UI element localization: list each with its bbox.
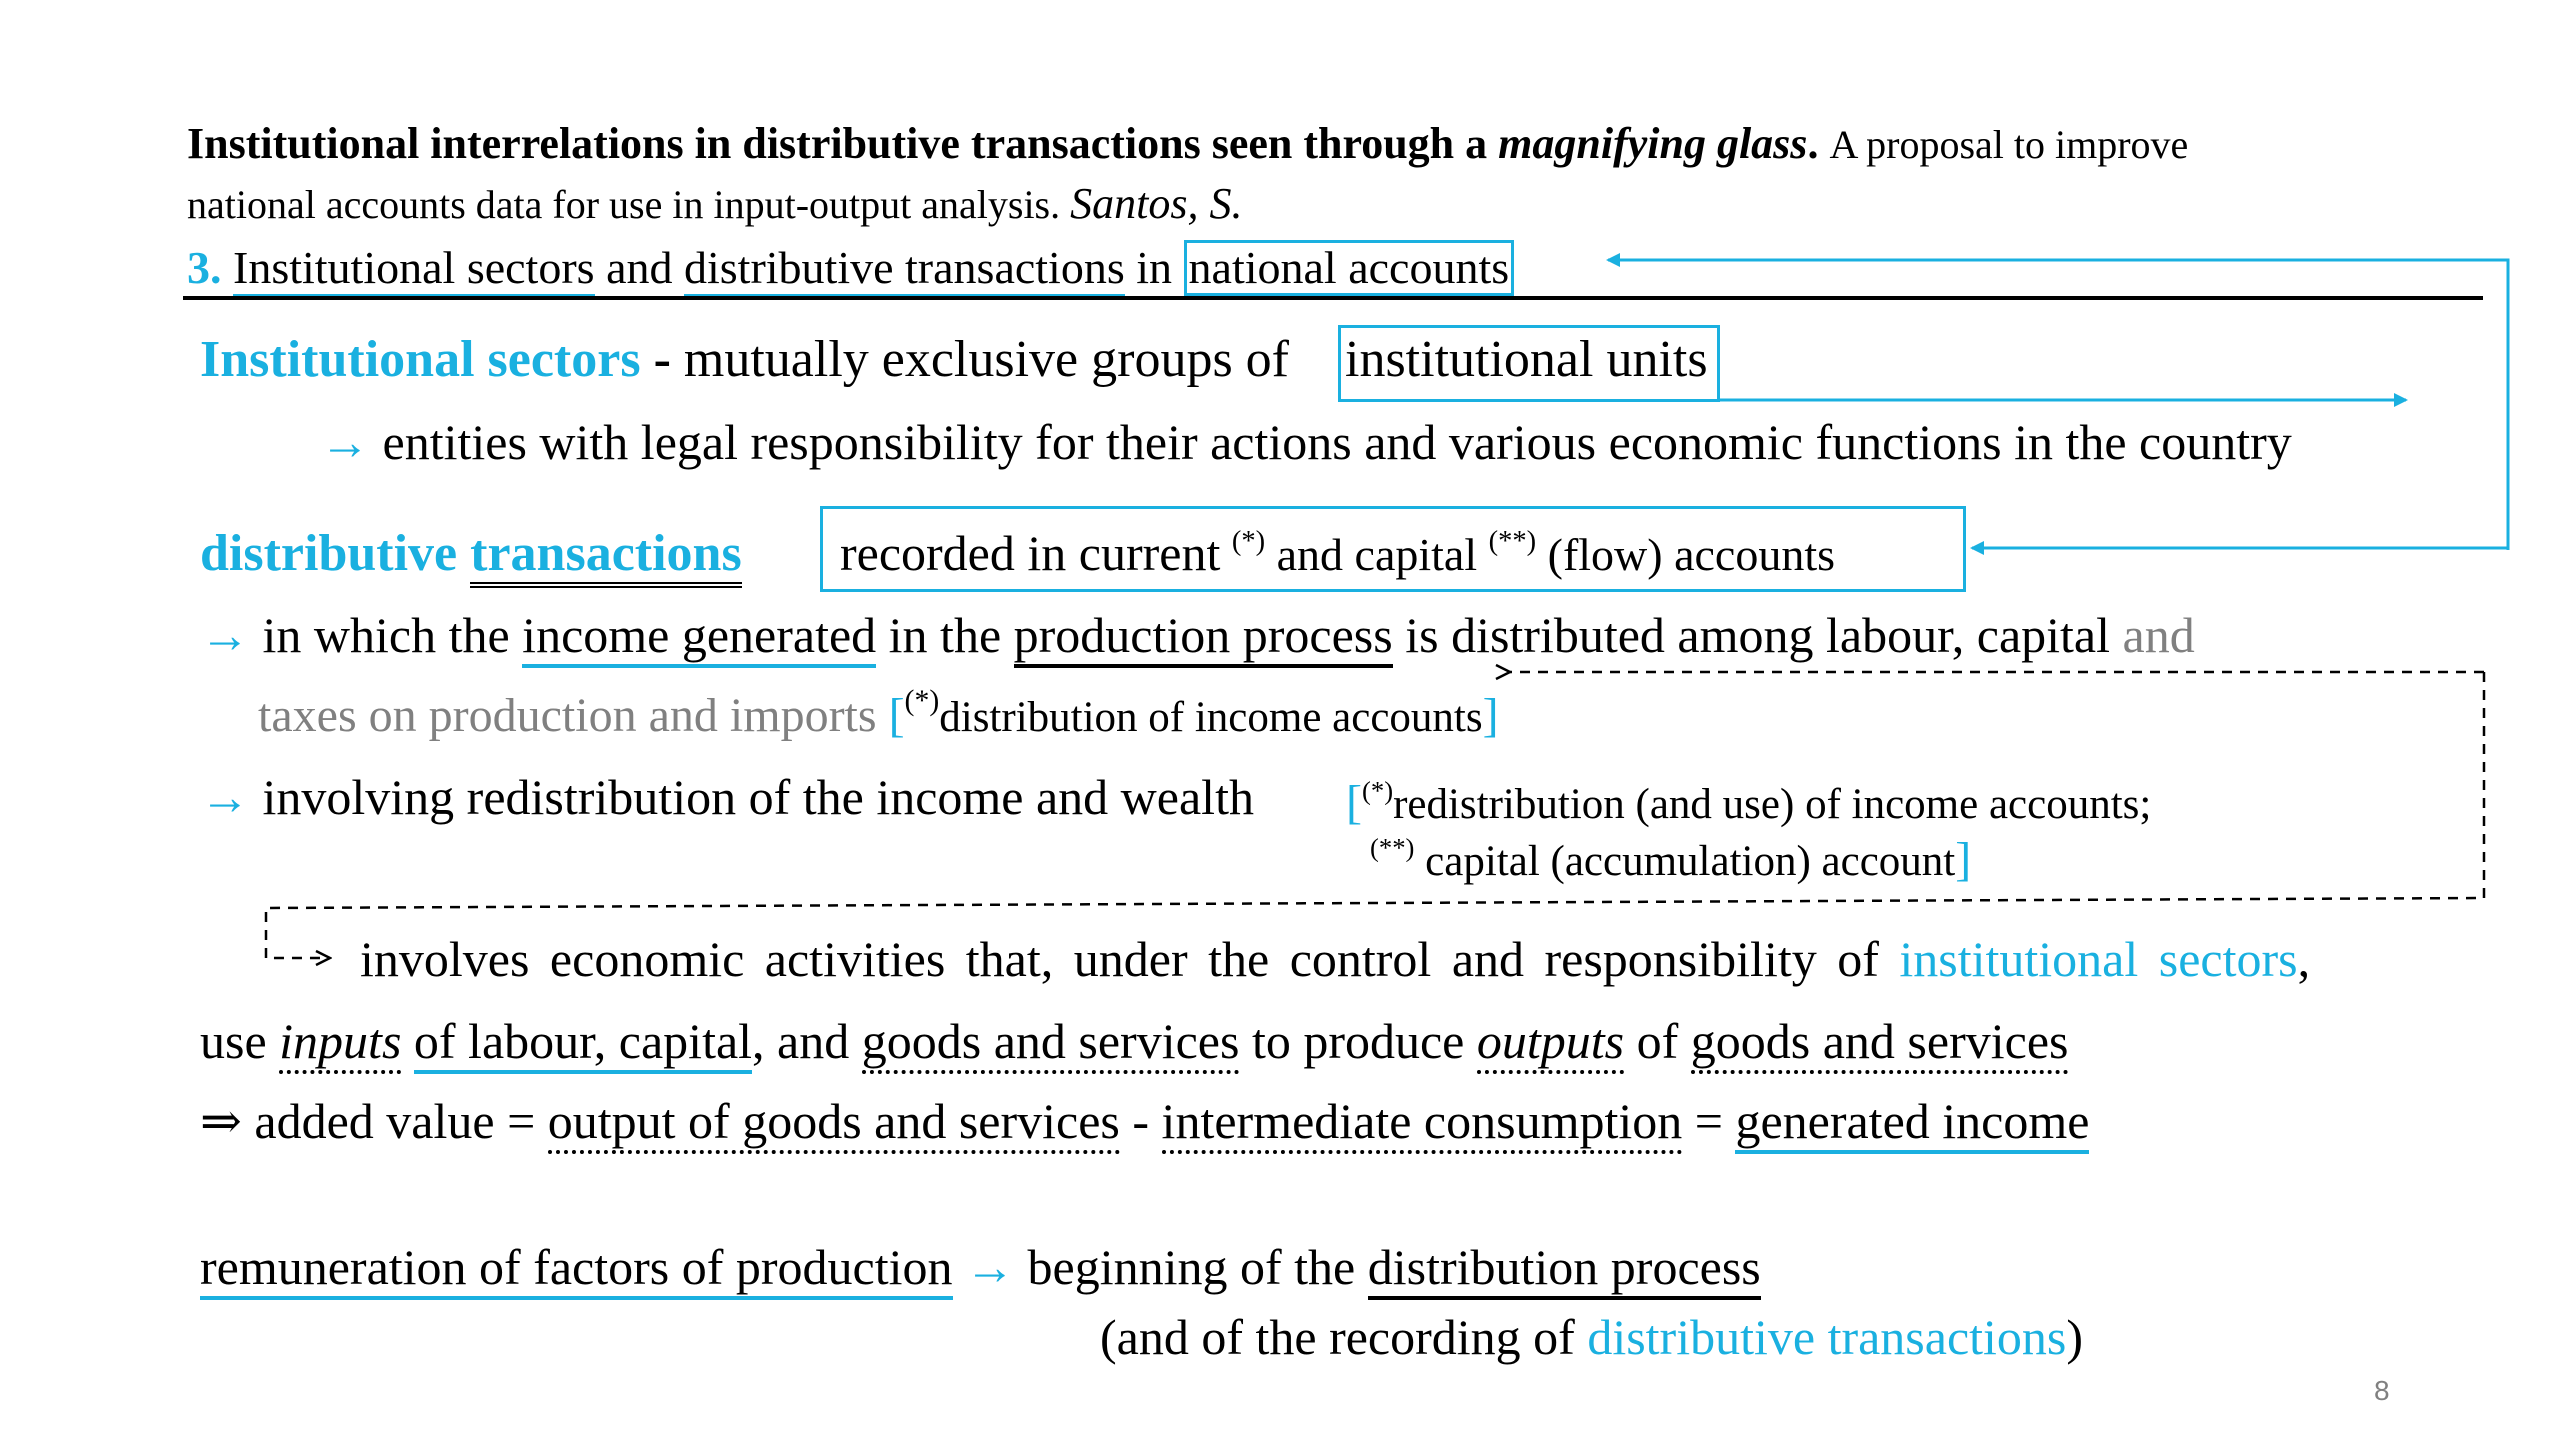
capital-account-text: capital (accumulation) account	[1425, 838, 1956, 885]
minus: -	[1132, 1093, 1150, 1149]
generated-income: generated income	[1735, 1093, 2089, 1154]
distribution-accounts: distribution of income accounts	[939, 694, 1483, 741]
goods-and-services: goods and services	[862, 1013, 1240, 1074]
production-process: production process	[1014, 607, 1393, 668]
dashed-right-connector	[266, 672, 2484, 958]
bracket-open: [	[1346, 776, 1362, 829]
title-dot: .	[1807, 119, 1819, 168]
inputs-text: inputs	[279, 1013, 401, 1074]
of-labour-capital: of labour, capital	[414, 1013, 752, 1074]
implies-icon: ⇒	[200, 1093, 242, 1149]
recording-text: (and of the recording of	[1100, 1309, 1575, 1365]
author: Santos, S.	[1070, 179, 1243, 228]
recorded-text: recorded in current	[840, 525, 1221, 581]
flow-accounts-text: (flow) accounts	[1547, 529, 1836, 580]
current-footnote-marker: (*)	[1231, 526, 1266, 558]
in-which-text: in which the	[262, 607, 510, 663]
title-rest: A proposal to improve	[1829, 122, 2189, 167]
and-gray-text: and	[2122, 607, 2195, 663]
footnote-marker: (**)	[1370, 832, 1415, 863]
national-accounts-link-arrow	[1608, 260, 2508, 550]
distributed-text: is distributed among labour, capital	[1405, 607, 2111, 663]
and-capital-text: and capital	[1276, 529, 1478, 580]
page-number: 8	[2374, 1375, 2390, 1406]
bracket-open: [	[888, 689, 905, 742]
title-italic: magnifying glass	[1498, 119, 1808, 168]
distributive-transactions-ref: distributive transactions	[1587, 1309, 2067, 1365]
taxes-text: taxes on production and imports	[258, 689, 877, 742]
section-part-national-accounts: national accounts	[1184, 240, 1515, 296]
subtitle-text: national accounts data for use in input-output analysis.	[187, 182, 1061, 227]
distribution-process: distribution process	[1368, 1239, 1761, 1300]
institutional-units: institutional units	[1345, 331, 1708, 388]
arrow-right-icon: →	[200, 769, 250, 825]
outputs-text: outputs	[1477, 1013, 1624, 1074]
paren-close: )	[2066, 1309, 2084, 1365]
to-produce-text: to produce	[1251, 1013, 1465, 1069]
redistribution-accounts-text: redistribution (and use) of income accounts;	[1393, 781, 2152, 828]
output-goods-services: output of goods and services	[548, 1093, 1120, 1154]
goods-and-services-output: goods and services	[1691, 1013, 2069, 1074]
distributive-term: distributive	[200, 525, 458, 582]
institutional-sectors-ref: institutional sectors	[1899, 931, 2298, 987]
section-part-sectors: Institutional sectors	[233, 242, 595, 298]
title-bold: Institutional interrelations in distributive transactions seen through a	[187, 119, 1488, 168]
section-and: and	[606, 242, 673, 293]
intermediate-consumption: intermediate consumption	[1162, 1093, 1683, 1154]
in-the-text: in the	[888, 607, 1002, 663]
equals: =	[1694, 1093, 1723, 1149]
arrow-right-icon: →	[965, 1239, 1016, 1295]
institutional-sectors-term: Institutional sectors	[200, 331, 641, 388]
remuneration-term: remuneration of factors of production	[200, 1239, 953, 1300]
entities-text: entities with legal responsibility for their actions and various economic functions in the country	[382, 414, 2292, 470]
footnote-marker: (*)	[904, 684, 940, 718]
of-text: of	[1636, 1013, 1679, 1069]
arrow-right-icon: →	[320, 414, 370, 470]
sectors-definition: mutually exclusive groups of	[683, 331, 1289, 388]
bracket-close: ]	[1955, 833, 1972, 886]
capital-footnote-marker: (**)	[1488, 526, 1537, 558]
use-text: use	[200, 1013, 267, 1069]
section-in: in	[1136, 242, 1173, 293]
comma: ,	[2297, 931, 2311, 987]
and-text: , and	[752, 1013, 850, 1069]
transactions-term: transactions	[470, 525, 742, 588]
income-generated: income generated	[522, 607, 876, 668]
redistribution-text: involving redistribution of the income and wealth	[262, 769, 1254, 825]
footnote-marker: (*)	[1361, 775, 1394, 806]
dash: -	[653, 331, 671, 388]
section-part-transactions: distributive transactions	[684, 242, 1125, 298]
beginning-text: beginning of the	[1027, 1239, 1356, 1295]
added-value-lhs: added value =	[254, 1093, 536, 1149]
bracket-close: ]	[1482, 689, 1499, 742]
arrow-right-icon: →	[200, 607, 250, 663]
involves-text: involves economic activities that, under the control and responsibility of	[360, 931, 1879, 987]
section-number: 3.	[187, 242, 222, 293]
